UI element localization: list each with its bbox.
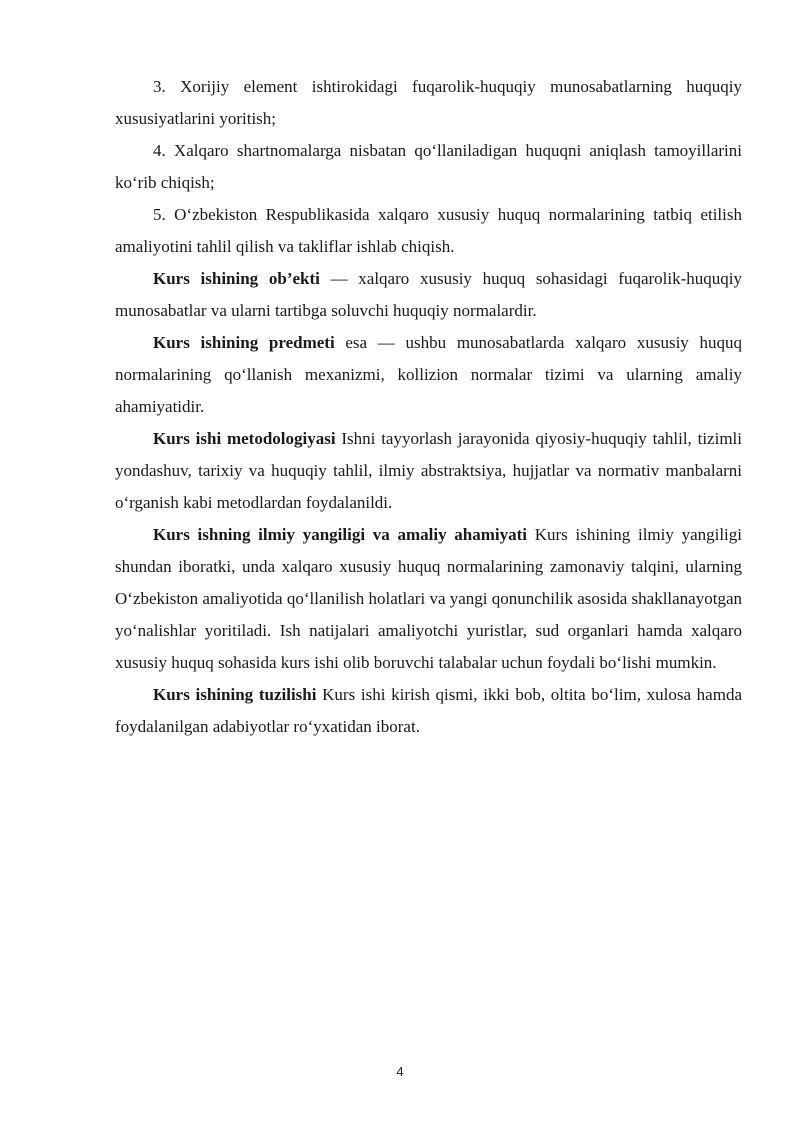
paragraph-text: Ishni tayyorlash jarayonida qiyosiy-huquqiy tahlil, tizimli yondashuv, tarixiy va huquqiy tahlil, ilmiy abstraktsiya, hujjatlar va normativ manbalarni o‘rganish kabi metodlardan foydalanildi. (115, 429, 742, 512)
paragraph-methodology (115, 423, 742, 519)
paragraph-lead: Kurs ishining predmeti (153, 333, 335, 352)
paragraph-task-5 (115, 199, 742, 263)
paragraph-text: — xalqaro xususiy huquq sohasidagi fuqarolik-huquqiy munosabatlar va ularni tartibga soluvchi huquqiy normalardir. (115, 269, 742, 320)
paragraph-lead: Kurs ishning ilmiy yangiligi va amaliy ahamiyati (153, 525, 528, 544)
paragraph-task-3 (115, 71, 742, 135)
paragraph-text: Kurs ishining ilmiy yangiligi shundan iboratki, unda xalqaro xususiy huquq normalarining zamonaviy talqini, ularning O‘zbekiston amaliyotida qo‘llanilish holatlari va yangi qonunchilik asosida shakllanayotgan yo‘nalishlar yoritiladi. Ish natijalari amaliyotchi yuristlar, sud organlari hamda xalqaro xususiy huquq sohasida kurs ishi olib boruvchi talabalar uchun foydali bo‘lishi mumkin. (115, 525, 743, 672)
paragraph-subject (115, 327, 742, 423)
paragraph-structure (115, 679, 742, 743)
paragraph-task-4 (115, 135, 742, 199)
paragraph-text: 4. Xalqaro shartnomalarga nisbatan qo‘llaniladigan huquqni aniqlash tamoyillarini ko‘rib chiqish; (115, 141, 742, 192)
paragraph-text: 5. O‘zbekiston Respublikasida xalqaro xususiy huquq normalarining tatbiq etilish amaliyotini tahlil qilish va takliflar ishlab chiqish. (115, 205, 742, 256)
paragraph-text: Kurs ishi kirish qismi, ikki bob, oltita bo‘lim, xulosa hamda foydalanilgan adabiyotlar ro‘yxatidan iborat. (115, 685, 742, 736)
paragraph-object (115, 263, 742, 327)
paragraph-novelty (115, 519, 742, 679)
paragraph-text: esa — ushbu munosabatlarda xalqaro xususiy huquq normalarining qo‘llanish mexanizmi, kollizion normalar tizimi va ularning amaliy ahamiyatidir. (115, 333, 742, 416)
document-page (115, 71, 742, 743)
page-number: 4 (396, 1064, 404, 1079)
paragraph-lead: Kurs ishining ob’ekti (153, 269, 320, 288)
paragraph-text: 3. Xorijiy element ishtirokidagi fuqarolik-huquqiy munosabatlarning huquqiy xususiyatlarini yoritish; (115, 77, 742, 128)
paragraph-lead: Kurs ishining tuzilishi (153, 685, 317, 704)
paragraph-lead: Kurs ishi metodologiyasi (153, 429, 336, 448)
